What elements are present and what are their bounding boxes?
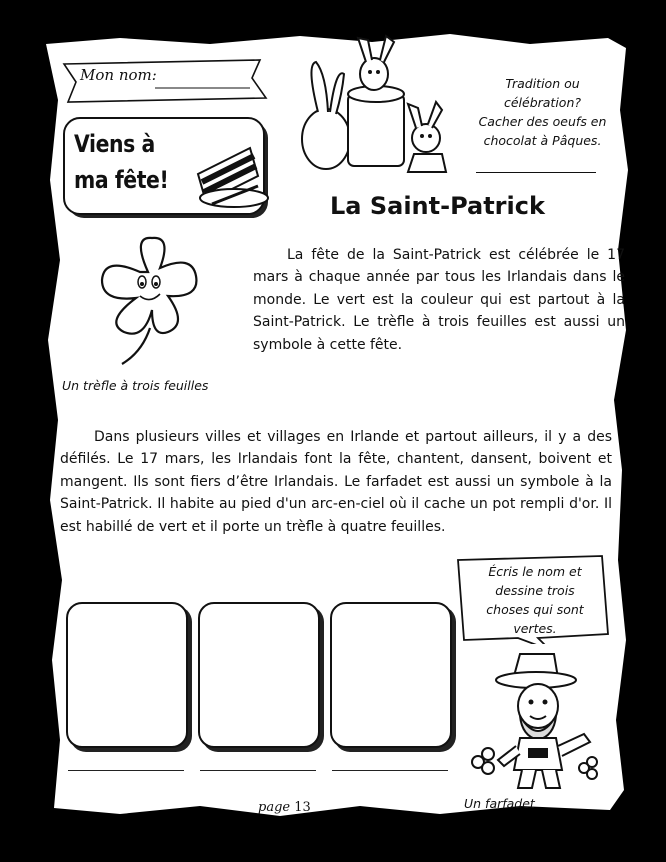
leprechaun-caption: Un farfadet xyxy=(464,796,535,811)
instruction-line: Écris le nom et xyxy=(488,564,582,579)
page-number xyxy=(258,800,311,815)
instruction-line: choses qui sont xyxy=(486,602,584,617)
paragraph-2 xyxy=(60,426,612,538)
tradition-question xyxy=(455,74,630,150)
drawing-box-3[interactable] xyxy=(330,602,452,748)
answer-line-1[interactable] xyxy=(68,770,184,771)
shamrock-illustration xyxy=(96,232,206,368)
page-title: La Saint-Patrick xyxy=(330,192,545,220)
leprechaun-illustration xyxy=(458,650,608,794)
drawing-box-1[interactable] xyxy=(66,602,188,748)
party-title-line: Viens à xyxy=(74,130,155,158)
page-number-value: 13 xyxy=(294,800,311,815)
instruction-line: dessine trois xyxy=(495,583,575,598)
tradition-line: célébration? xyxy=(503,95,582,110)
tradition-line: Cacher des oeufs en xyxy=(478,114,607,129)
party-title-line: ma fête! xyxy=(74,166,169,194)
instruction-text xyxy=(466,562,604,638)
name-label: Mon nom: xyxy=(80,66,157,84)
easter-bunny-illustration xyxy=(296,34,456,174)
instruction-line: vertes. xyxy=(513,621,557,636)
tradition-line: Tradition ou xyxy=(505,76,580,91)
paragraph-1-text: La fête de la Saint-Patrick est célébrée le 17 mars à chaque année par tous les Irlandais dans le monde. Le vert est la couleur qui est partout à la Saint-Patrick. Le trèfle à trois feuilles est aussi un symbole à cette fête. xyxy=(253,247,625,353)
shamrock-caption: Un trèfle à trois feuilles xyxy=(62,378,209,393)
paragraph-2-text: Dans plusieurs villes et villages en Irlande et partout ailleurs, il y a des défilés. Le 17 mars, les Irlandais font la fête, chantent, dansent, boivent et mangent. Ils sont fiers d’être Irlandais. Le farfadet est aussi un symbole à la Saint-Patrick. Il habite au pied d'un arc-en-ciel où il cache un pot rempli d'or. Il est habillé de vert et il porte un trèfle à quatre feuilles. xyxy=(60,429,612,535)
tradition-answer-line xyxy=(476,172,596,173)
tradition-line: chocolat à Pâques. xyxy=(483,133,602,148)
party-title xyxy=(74,126,176,198)
drawing-box-2[interactable] xyxy=(198,602,320,748)
page-word: page xyxy=(258,800,291,815)
answer-line-2[interactable] xyxy=(200,770,316,771)
paragraph-1 xyxy=(253,244,625,356)
answer-line-3[interactable] xyxy=(332,770,448,771)
